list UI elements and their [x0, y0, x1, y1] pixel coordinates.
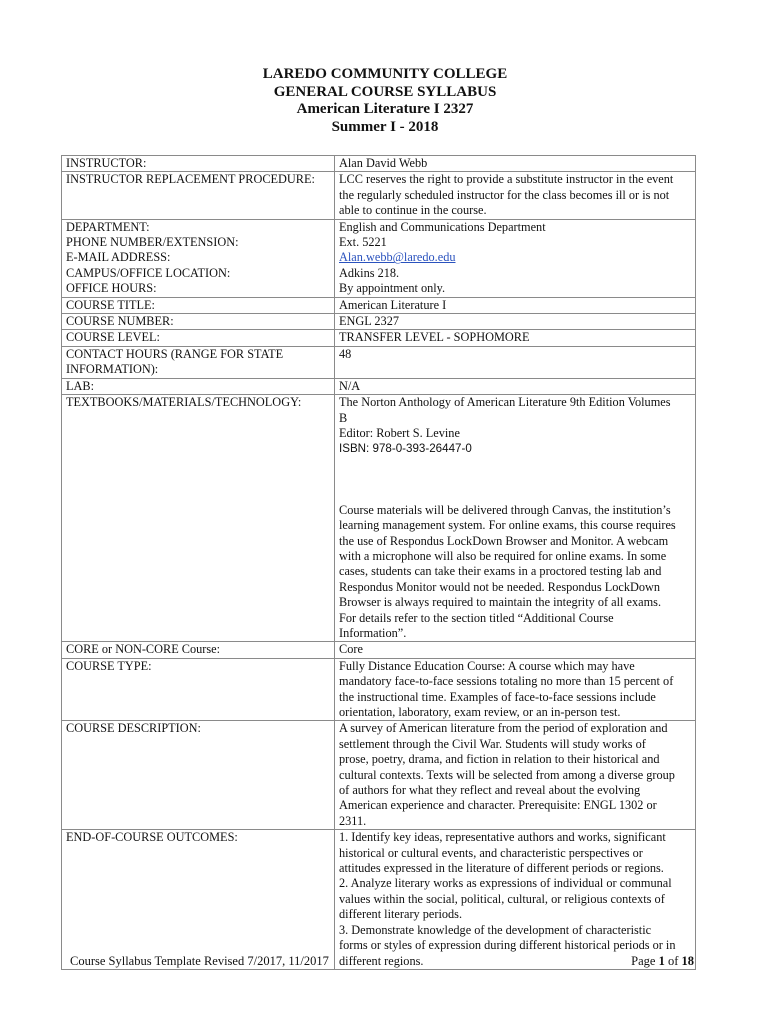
replacement-value [335, 172, 696, 219]
text-line: 1. Identify key ideas, representative authors and works, significant [339, 830, 666, 845]
text-line: cultural contexts. Texts will be selected from among a diverse group [339, 767, 675, 782]
text-line: American experience and character. Prerequisite: ENGL 1302 or [339, 798, 657, 813]
text-line: CONTACT HOURS (RANGE FOR STATE [66, 346, 284, 361]
office-hours-value: By appointment only. [339, 281, 446, 296]
footer-template-note: Course Syllabus Template Revised 7/2017, 11/2017 [70, 954, 329, 968]
text-line: different literary periods. [339, 907, 463, 922]
course-name: American Literature I 2327 [296, 101, 474, 117]
department-value: English and Communications Department [339, 219, 546, 234]
text-line: For details refer to the section titled “Additional Course [339, 610, 614, 625]
email-label: E-MAIL ADDRESS: [66, 250, 171, 265]
location-value: Adkins 218. [339, 265, 400, 280]
syllabus-title-block [0, 66, 770, 136]
course-title-value: American Literature I [335, 297, 696, 313]
core-label: CORE or NON-CORE Course: [62, 642, 335, 658]
location-label: CAMPUS/OFFICE LOCATION: [66, 265, 231, 280]
page-total: 18 [681, 954, 694, 968]
text-line: B [339, 410, 348, 425]
text-line: 3. Demonstrate knowledge of the development of characteristic [339, 922, 652, 937]
course-level-label: COURSE LEVEL: [62, 330, 335, 346]
table-row [62, 395, 696, 642]
table-row [62, 642, 696, 658]
text-line: attitudes expressed in the literature of different periods or regions. [339, 861, 664, 876]
text-line: different regions. [339, 953, 424, 968]
lab-value: N/A [335, 378, 696, 394]
contact-hours-label [62, 346, 335, 378]
text-line: learning management system. For online exams, this course requires [339, 518, 676, 533]
text-line: Respondus Monitor would not be needed. Respondus LockDown [339, 579, 661, 594]
isbn: ISBN: 978-0-393-26447-0 [339, 442, 472, 456]
page-prefix: Page [631, 954, 656, 968]
page-current: 1 [658, 954, 665, 968]
table-row [62, 346, 696, 378]
text-line: of authors for what they reflect and reveal about the evolving [339, 783, 641, 798]
department-label: DEPARTMENT: [66, 219, 150, 234]
text-line: A survey of American literature from the period of exploration and [339, 721, 668, 736]
text-line: Browser is always required to maintain the integrity of all exams. [339, 595, 662, 610]
description-label: COURSE DESCRIPTION: [62, 721, 335, 830]
term: Summer I - 2018 [331, 118, 439, 135]
text-line: cases, students can take their exams in a proctored testing lab and [339, 564, 662, 579]
text-line: LCC reserves the right to provide a substitute instructor in the event [339, 172, 674, 187]
core-value: Core [335, 642, 696, 658]
contact-labels [62, 219, 335, 297]
instructor-label: INSTRUCTOR: [62, 156, 335, 172]
text-line: historical or cultural events, and characteristic perspectives or [339, 845, 643, 860]
text-line: prose, poetry, drama, and fiction in relation to their historical and [339, 752, 660, 767]
text-line: The Norton Anthology of American Literature 9th Edition Volumes [339, 395, 671, 410]
text-line: settlement through the Civil War. Students will study works of [339, 736, 646, 751]
text-line: orientation, laboratory, exam review, or an in-person test. [339, 705, 621, 719]
text-line: mandatory face-to-face sessions totaling no more than 15 percent of [339, 674, 674, 689]
page-number [631, 954, 694, 969]
text-line: Course materials will be delivered through Canvas, the institution’s [339, 502, 671, 517]
text-line: values within the social, political, cultural, or religious contexts of [339, 891, 665, 906]
course-title-label: COURSE TITLE: [62, 297, 335, 313]
course-number-value: ENGL 2327 [335, 314, 696, 330]
text-line: 2. Analyze literary works as expressions of individual or communal [339, 876, 672, 891]
description-value [335, 721, 696, 830]
outcomes-label: END-OF-COURSE OUTCOMES: [62, 830, 335, 970]
textbooks-value [335, 395, 696, 642]
page-of: of [667, 954, 679, 968]
lab-label: LAB: [62, 378, 335, 394]
text-line: the use of Respondus LockDown Browser and Monitor. A webcam [339, 533, 669, 548]
replacement-label: INSTRUCTOR REPLACEMENT PROCEDURE: [62, 172, 335, 219]
table-row [62, 156, 696, 172]
text-line: Fully Distance Education Course: A course which may have [339, 658, 635, 673]
table-row [62, 658, 696, 721]
table-row [62, 297, 696, 313]
text-line: able to continue in the course. [339, 203, 487, 218]
outcomes-value [335, 830, 696, 970]
editor: Editor: Robert S. Levine [339, 425, 460, 440]
email-link[interactable]: Alan.webb@laredo.edu [339, 250, 456, 265]
contact-values [335, 219, 696, 297]
table-row [62, 219, 696, 297]
table-row [62, 330, 696, 346]
contact-hours-value: 48 [335, 346, 696, 378]
course-type-label: COURSE TYPE: [62, 658, 335, 721]
text-line: INFORMATION): [66, 362, 159, 377]
textbooks-label: TEXTBOOKS/MATERIALS/TECHNOLOGY: [62, 395, 335, 642]
phone-value: Ext. 5221 [339, 235, 387, 250]
table-row [62, 830, 696, 970]
course-type-value [335, 658, 696, 721]
college-name: LAREDO COMMUNITY COLLEGE [262, 66, 508, 82]
instructor-value: Alan David Webb [335, 156, 696, 172]
course-number-label: COURSE NUMBER: [62, 314, 335, 330]
syllabus-table [61, 155, 696, 970]
text-line: Information”. [339, 625, 407, 640]
text-line: forms or styles of expression during different historical periods or in [339, 938, 676, 953]
text-line: 2311. [339, 813, 367, 828]
text-line: the regularly scheduled instructor for the class becomes ill or is not [339, 187, 670, 202]
table-row [62, 314, 696, 330]
table-row [62, 172, 696, 219]
table-row [62, 378, 696, 394]
text-line: with a microphone will also be required for online exams. In some [339, 548, 667, 563]
office-hours-label: OFFICE HOURS: [66, 281, 157, 296]
table-row [62, 721, 696, 830]
document-type: GENERAL COURSE SYLLABUS [273, 83, 497, 100]
spacer [339, 457, 691, 503]
text-line: the instructional time. Examples of face-to-face sessions include [339, 689, 656, 704]
phone-label: PHONE NUMBER/EXTENSION: [66, 235, 239, 250]
course-level-value: TRANSFER LEVEL - SOPHOMORE [335, 330, 696, 346]
